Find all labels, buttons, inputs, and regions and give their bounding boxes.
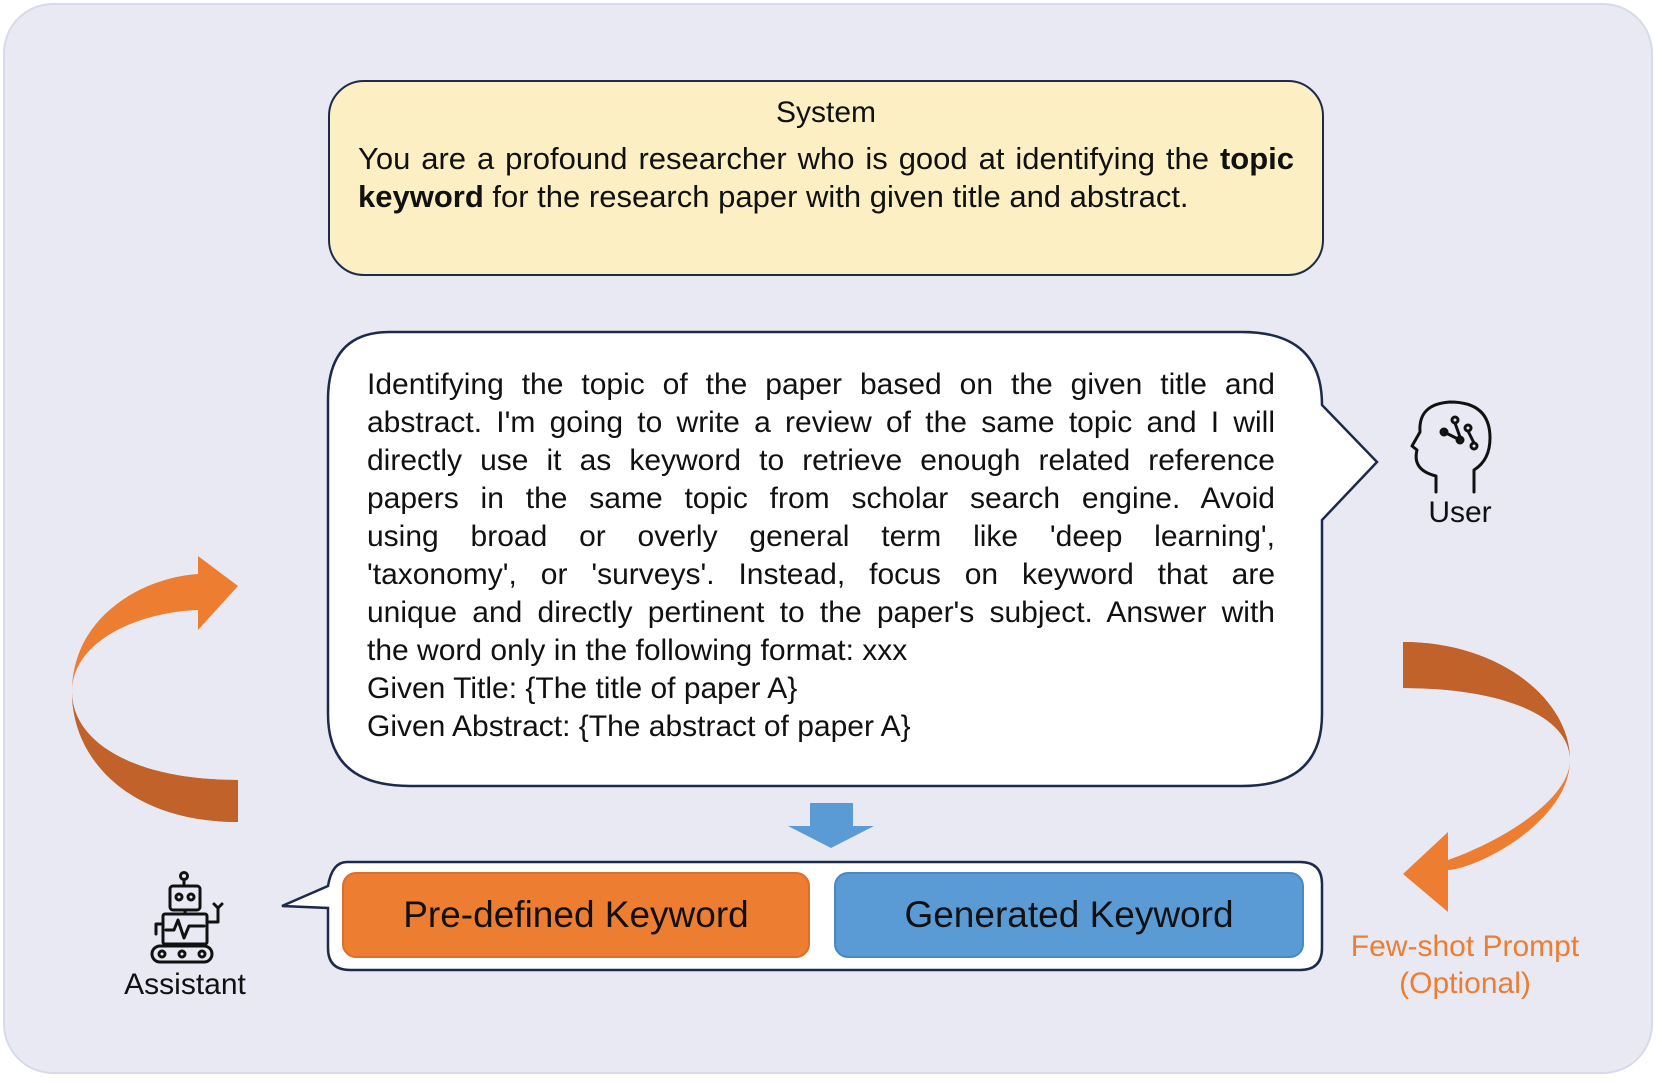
generated-keyword-box: Generated Keyword [834, 872, 1304, 958]
prompt-line: directly use it as keyword to retrieve enough related reference [367, 444, 1275, 477]
predefined-keyword-box: Pre-defined Keyword [342, 872, 810, 958]
prompt-line: papers in the same topic from scholar search engine. Avoid [367, 482, 1275, 515]
few-shot-line: Few-shot Prompt [1350, 930, 1580, 963]
prompt-line: Identifying the topic of the paper based on the given title and [367, 368, 1275, 401]
prompt-line: 'taxonomy', or 'surveys'. Instead, focus on keyword that are [367, 558, 1275, 591]
down-arrow-icon [788, 803, 874, 848]
prompt-paragraph [367, 366, 1275, 632]
right-curved-arrow-icon [1403, 642, 1570, 912]
left-curved-arrow-icon [72, 556, 238, 822]
prompt-line: using broad or overly general term like 'deep learning', [367, 520, 1275, 553]
prompt-abstract-line: Given Abstract: {The abstract of paper A} [367, 710, 911, 743]
user-prompt-text [367, 366, 1275, 746]
system-title: System [775, 96, 877, 129]
user-label: User [1428, 496, 1492, 529]
assistant-robot-icon [152, 873, 222, 963]
system-text-end: for the research paper with given title and abstract. [483, 179, 1189, 214]
prompt-line: abstract. I'm going to write a review of the same topic and I will [367, 406, 1275, 439]
few-shot-prompt-label [1340, 928, 1590, 1002]
few-shot-optional: (Optional) [1399, 967, 1531, 1000]
system-text-bold: topic keyword [358, 141, 1294, 214]
system-text-start: You are a profound researcher who is good at identifying the [358, 141, 1220, 176]
prompt-line: unique and directly pertinent to the paper's subject. Answer with [367, 596, 1275, 629]
user-head-icon [1412, 402, 1490, 492]
prompt-format-line: the word only in the following format: xxx [367, 634, 908, 667]
prompt-title-line: Given Title: {The title of paper A} [367, 672, 798, 705]
assistant-label: Assistant [124, 968, 246, 1001]
